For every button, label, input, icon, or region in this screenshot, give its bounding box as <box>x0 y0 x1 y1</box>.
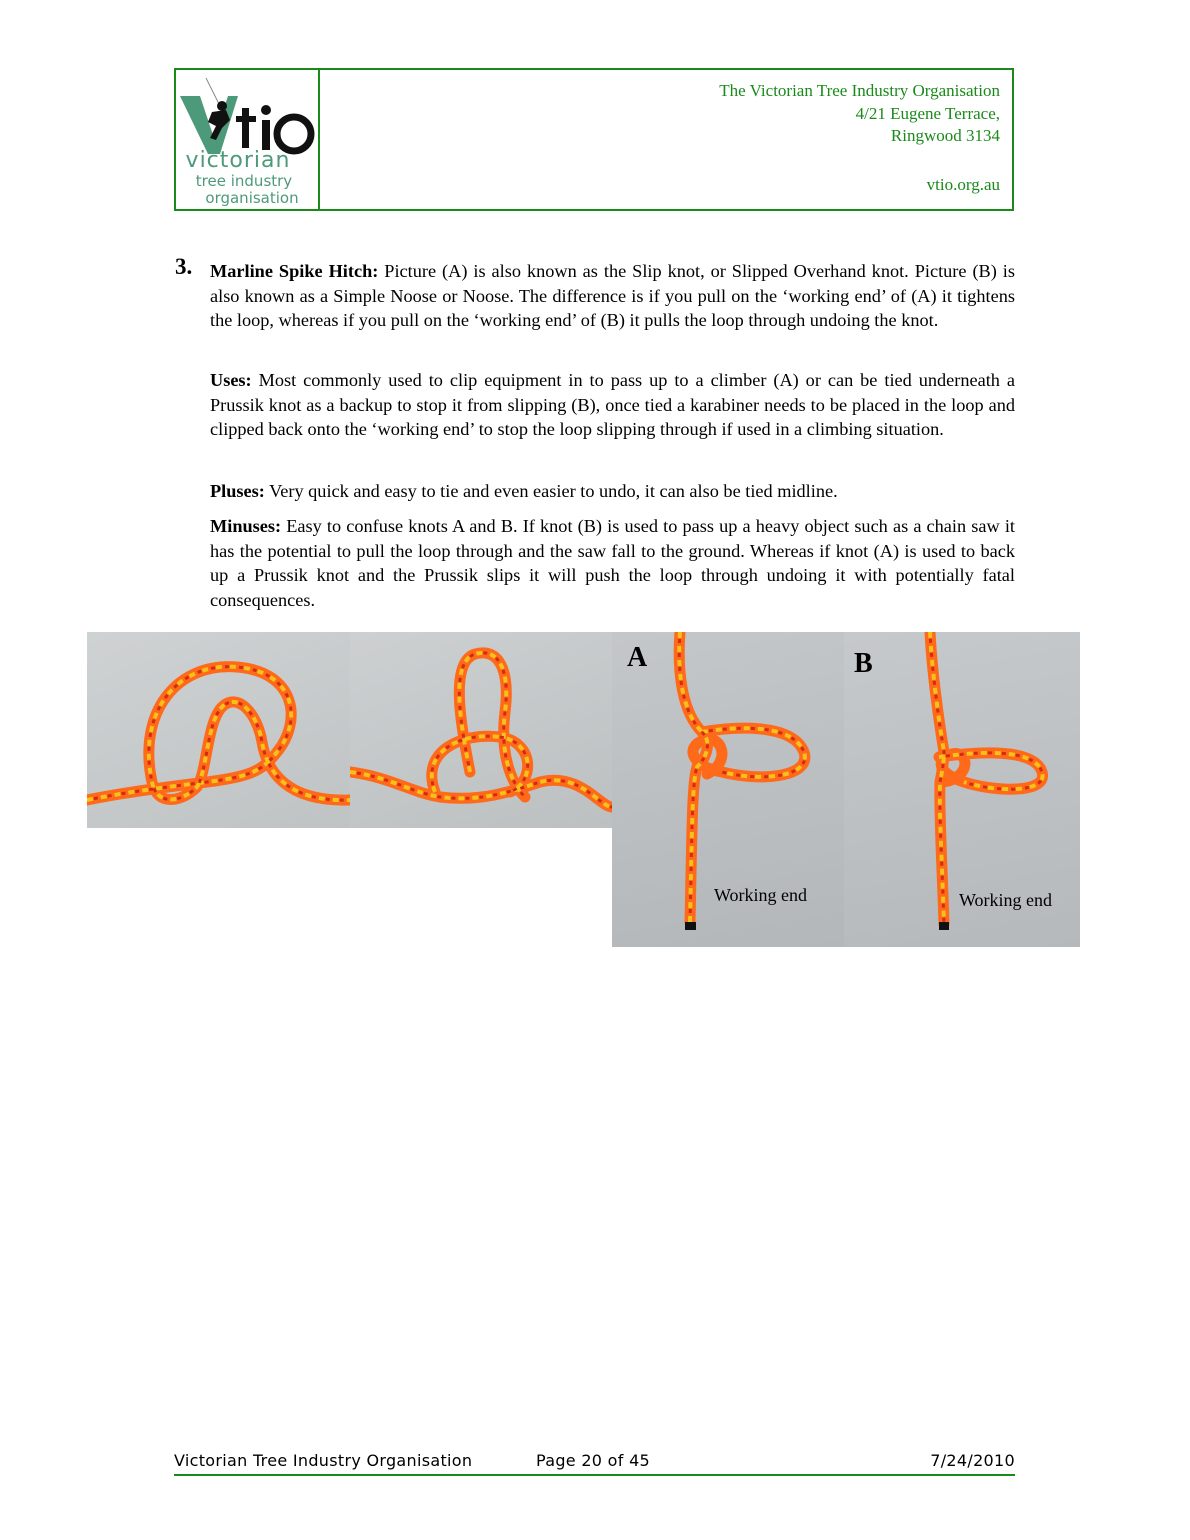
minuses-label: Minuses: <box>210 516 282 536</box>
photo-knot-b <box>844 632 1080 947</box>
uses-label: Uses: <box>210 370 252 390</box>
intro-text: Picture (A) is also known as the Slip knot, or Slipped Overhand knot. Picture (B) is also known as a Simple Noose or Noose. The difference is if you pull on the ‘working end’ of (A) it tightens the loop, whereas if you pull on the ‘working end’ of (B) it pulls the loop through undoing the knot. <box>210 261 1015 330</box>
photo-label-a: A <box>627 642 648 673</box>
logo-text-victorian: victorian <box>185 148 291 173</box>
uses-paragraph <box>210 368 1015 442</box>
logo-text-organisation: organisation <box>205 189 299 207</box>
org-website[interactable]: vtio.org.au <box>926 174 1000 194</box>
working-end-caption-a: Working end <box>714 885 808 905</box>
org-street: 4/21 Eugene Terrace, <box>855 103 1000 123</box>
logo-text-tree-industry: tree industry <box>195 172 293 190</box>
pluses-label: Pluses: <box>210 481 265 501</box>
rope-loop-illustration-icon <box>87 632 350 828</box>
vtio-logo-mark-icon <box>178 78 316 158</box>
minuses-paragraph <box>210 514 1015 612</box>
vtio-logo <box>176 70 320 209</box>
section-title: Marline Spike Hitch: <box>210 261 379 281</box>
rope-loop-illustration-icon <box>350 632 612 828</box>
photo-knot-a <box>612 632 844 947</box>
footer-page-number: Page 20 of 45 <box>536 1451 651 1470</box>
page-header <box>174 68 1014 211</box>
photo-step-1 <box>87 632 350 828</box>
uses-text: Most commonly used to clip equipment in to pass up to a climber (A) or can be tied underneath a Prussik knot as a backup to stop it from slipping (B), once tied a karabiner needs to be placed in the loop and clipped back onto the ‘working end’ to stop the loop slipping through if used in a climbing situation. <box>210 370 1015 439</box>
footer-date: 7/24/2010 <box>930 1451 1015 1470</box>
footer-org: Victorian Tree Industry Organisation <box>174 1451 473 1470</box>
minuses-text: Easy to confuse knots A and B. If knot (B) is used to pass up a heavy object such as a chain saw it has the potential to pull the loop through and the saw fall to the ground. Whereas if knot (A) is used to back up a Prussik knot and the Prussik slips it will push the loop through undoing it with potentially fatal consequences. <box>210 516 1015 610</box>
org-suburb: Ringwood 3134 <box>890 126 1000 145</box>
photo-step-2 <box>350 632 612 828</box>
pluses-paragraph <box>210 479 1015 504</box>
working-end-caption-b: Working end <box>959 890 1053 910</box>
section-intro <box>210 259 1015 333</box>
org-address <box>719 80 1000 196</box>
photo-label-b: B <box>854 648 873 679</box>
pluses-text: Very quick and easy to tie and even easier to undo, it can also be tied midline. <box>264 481 838 501</box>
org-name: The Victorian Tree Industry Organisation <box>719 81 1000 100</box>
section-number: 3. <box>175 254 193 279</box>
page-footer <box>174 1450 1015 1476</box>
